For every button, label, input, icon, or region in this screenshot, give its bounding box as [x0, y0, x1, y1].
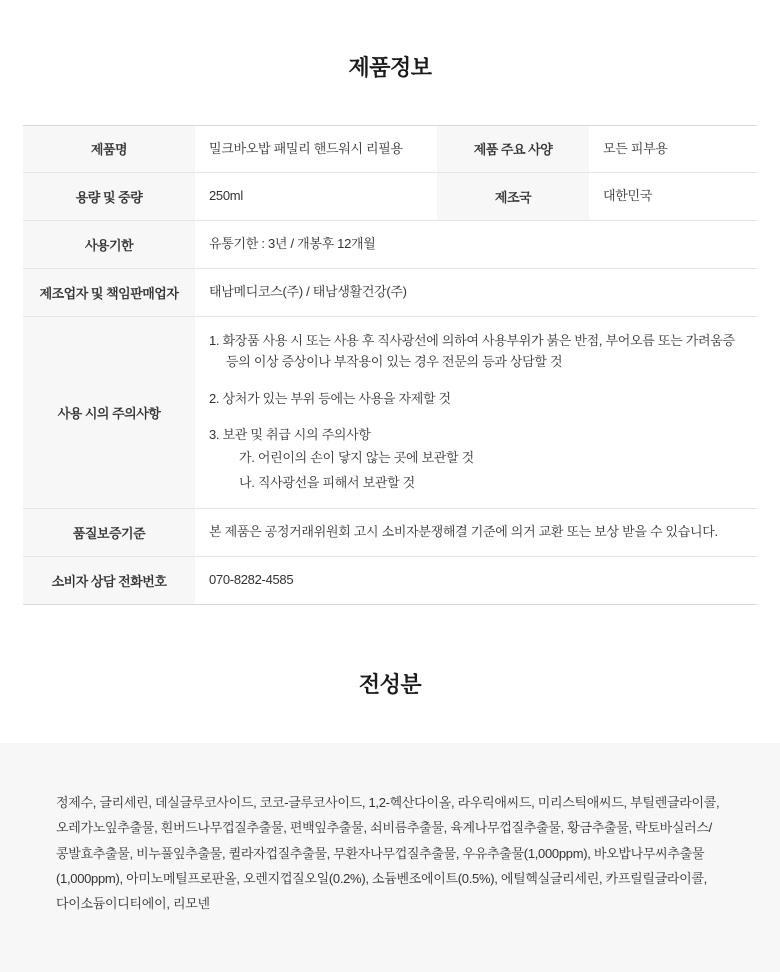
- caution-list: [209, 330, 743, 495]
- product-info-title: 제품정보: [348, 55, 432, 81]
- ingredients-text: 정제수, 글리세린, 데실글루코사이드, 코코-글루코사이드, 1,2-헥산다이올, 라우릭애씨드, 미리스틱애씨드, 부틸렌글라이콜, 오레가노잎추출물, 흰버드나무껍질추출물, 편백잎추출물, 쇠비름추출물, 육계나무껍질추출물, 황금추출물, 락토바실러스/콩발효추출물, 비누풀잎추출물, 퀼라자껍질추출물, 무환자나무껍질추출물, 우유추출물(1,000ppm), 바오밥나무씨추출물(1,000ppm), 아미노메틸프로판올, 오렌지껍질오일(0.2%), 소듐벤조에이트(0.5%), 에틸헥실글리세린, 카프릴릴글라이콜, 다이소듐이디티에이, 리모넨: [56, 795, 720, 912]
- row-value-contact: 070-8282-4585: [209, 571, 294, 587]
- caution-subitem: 나. 직사광선을 피해서 보관할 것: [239, 475, 415, 491]
- row-value-spec: 모든 피부용: [603, 140, 668, 156]
- caution-subitem: 가. 어린이의 손이 닿지 않는 곳에 보관할 것: [239, 450, 474, 466]
- row-label-manufacturer: 제조업자 및 책임판매업자: [23, 268, 195, 316]
- product-detail-page: [0, 18, 780, 972]
- row-value-cautions: [195, 316, 757, 508]
- row-label-volume: 용량 및 중량: [23, 173, 195, 221]
- row-label-contact: 소비자 상담 전화번호: [23, 556, 195, 604]
- caution-heading: 3. 보관 및 취급 시의 주의사항: [209, 427, 371, 442]
- table-row: [23, 173, 757, 221]
- row-label-origin: 제조국: [437, 173, 589, 221]
- table-row: [23, 125, 757, 173]
- list-item: 2. 상처가 있는 부위 등에는 사용을 자제할 것: [209, 390, 451, 406]
- row-label-spec: 제품 주요 사양: [437, 125, 589, 173]
- product-info-table: [23, 125, 757, 605]
- ingredients-box: [0, 743, 780, 972]
- row-value-volume: 250ml: [209, 188, 243, 204]
- row-value-warranty: 본 제품은 공정거래위원회 고시 소비자분쟁해결 기준에 의거 교환 또는 보상 받을 수 있습니다.: [209, 523, 718, 539]
- row-value-origin: 대한민국: [603, 188, 653, 204]
- ingredients-title: 전성분: [358, 671, 422, 697]
- table-row: [23, 556, 757, 604]
- list-item: [209, 424, 743, 495]
- row-value-manufacturer: 태남메디코스(주) / 태남생활건강(주): [209, 283, 407, 299]
- table-row: [23, 316, 757, 508]
- table-row: [23, 508, 757, 556]
- table-row: [23, 221, 757, 269]
- row-value-expiry: 유통기한 : 3년 / 개봉후 12개월: [209, 236, 376, 252]
- row-value-product-name: 밀크바오밥 패밀리 핸드워시 리필용: [209, 140, 403, 156]
- row-label-product-name: 제품명: [23, 125, 195, 173]
- row-label-cautions: 사용 시의 주의사항: [23, 316, 195, 508]
- row-label-expiry: 사용기한: [23, 221, 195, 269]
- table-row: [23, 268, 757, 316]
- list-item: 1. 화장품 사용 시 또는 사용 후 직사광선에 의하여 사용부위가 붉은 반점, 부어오름 또는 가려움증 등의 이상 증상이나 부작용이 있는 경우 전문의 등과 상담할 것: [209, 332, 735, 370]
- row-label-warranty: 품질보증기준: [23, 508, 195, 556]
